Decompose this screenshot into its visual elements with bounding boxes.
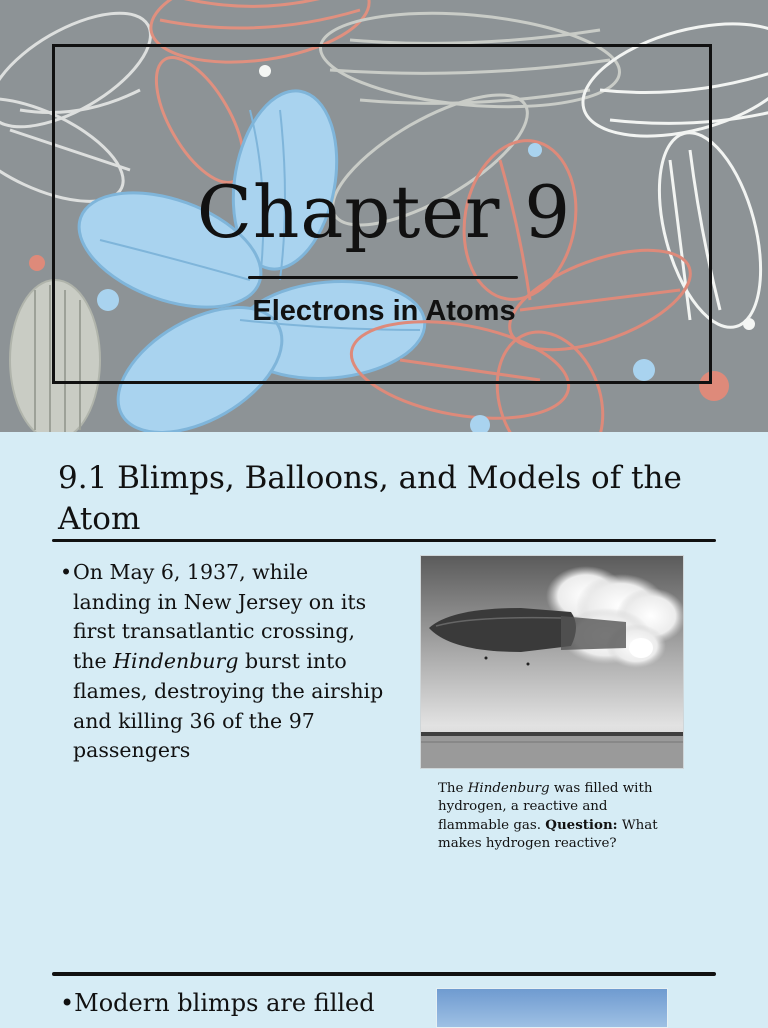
title-divider xyxy=(248,276,518,279)
slide-bottom-divider xyxy=(52,972,716,976)
heading-divider xyxy=(52,539,716,542)
bullet-marker: • xyxy=(60,560,73,584)
title-slide xyxy=(0,0,768,432)
bullet-text-italic: Hindenburg xyxy=(113,649,239,674)
bullet-text-end: burst into flames, destroying the airship and killing 36 of the 97 passengers xyxy=(73,649,384,763)
caption-start: The xyxy=(438,781,468,796)
section-heading: 9.1 Blimps, Balloons, and Models of the Atom xyxy=(58,460,682,537)
hindenburg-airship-photo xyxy=(420,555,684,769)
chapter-title: Chapter 9 xyxy=(196,170,572,254)
bullet-text-start: On May 6, 1937, while landing in New Jersey on its first transatlantic crossing, the xyxy=(73,560,367,674)
chapter-subtitle: Electrons in Atoms xyxy=(252,295,516,327)
bullet-hindenburg xyxy=(60,558,390,766)
caption-middle: was filled with hydrogen, a reactive and flammable gas. xyxy=(438,781,653,833)
photo-caption xyxy=(438,780,678,853)
bullet-text xyxy=(60,558,390,766)
caption-italic: Hindenburg xyxy=(467,781,550,796)
bullet-modern-blimps: •Modern blimps are filled xyxy=(60,989,375,1017)
blimp-photo xyxy=(436,988,668,1028)
section-slide xyxy=(0,432,768,1024)
caption-question: What makes hydrogen reactive? xyxy=(438,818,658,851)
caption-question-label: Question: xyxy=(545,817,618,833)
